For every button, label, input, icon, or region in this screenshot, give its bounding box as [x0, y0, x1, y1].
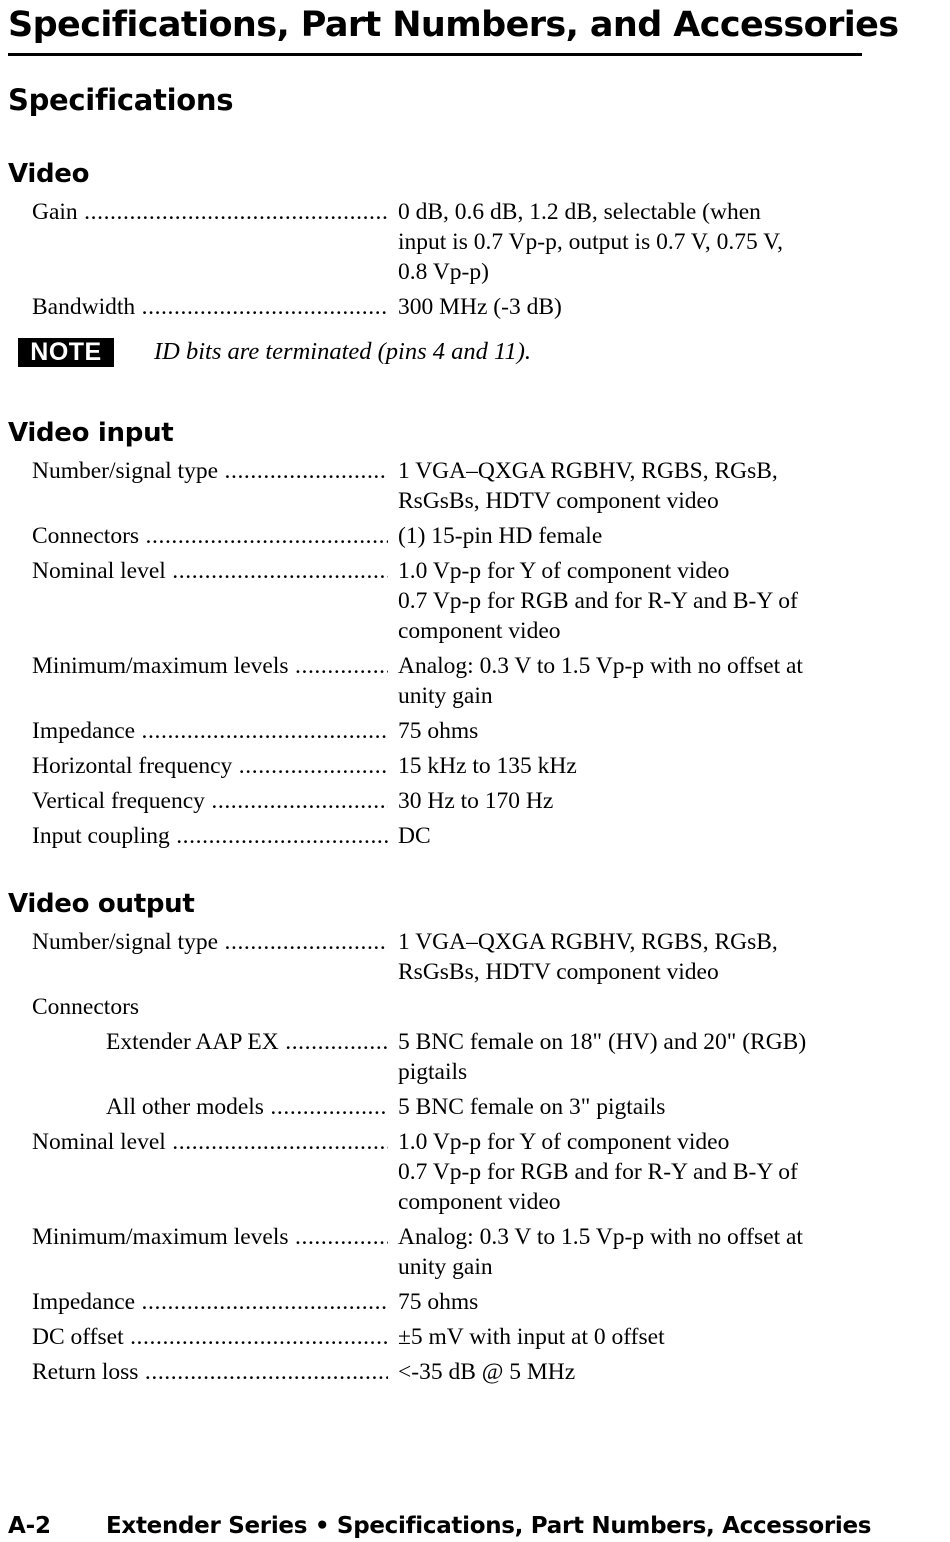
spec-label: All other models .....: [106, 1092, 388, 1122]
section-title: Specifications: [8, 83, 234, 117]
spec-label: Connectors: [32, 994, 140, 1020]
spec-value: [398, 716, 853, 746]
footer-page-number: A-2: [8, 1513, 51, 1539]
note-block: [18, 337, 531, 367]
spec-row-return-loss: [0, 1357, 950, 1387]
spec-value-line: 30 Hz to 170 Hz: [398, 788, 554, 814]
video-spec-list: [0, 197, 950, 322]
spec-row-number-signal-type: [0, 927, 950, 987]
spec-value-line: 0 dB, 0.6 dB, 1.2 dB, selectable (when: [398, 199, 761, 225]
spec-value-line: 15 kHz to 135 kHz: [398, 753, 577, 779]
spec-row-min-max-levels: [0, 1222, 950, 1282]
spec-value-line: 1 VGA–QXGA RGBHV, RGBS, RGsB,: [398, 458, 778, 484]
spec-value-line: unity gain: [398, 1254, 493, 1280]
spec-label: Input coupling .....: [32, 821, 388, 851]
spec-value-line: 5 BNC female on 18" (HV) and 20" (RGB): [398, 1029, 807, 1055]
spec-label: Number/signal type .....: [32, 456, 388, 486]
footer-text: Extender Series • Specifications, Part Numbers, Accessories: [106, 1513, 872, 1539]
spec-value-line: 0.8 Vp-p): [398, 259, 489, 285]
title-rule: [8, 53, 862, 56]
spec-label: Connectors .....: [32, 521, 388, 551]
spec-row-nominal-level: [0, 556, 950, 646]
note-badge: NOTE: [18, 338, 114, 367]
spec-label: Vertical frequency .....: [32, 786, 388, 816]
spec-label: Nominal level .....: [32, 556, 388, 586]
spec-value-line: RsGsBs, HDTV component video: [398, 488, 719, 514]
spec-value: [398, 1287, 853, 1317]
video-input-spec-list: [0, 456, 950, 851]
spec-value: [398, 927, 853, 987]
video-input-heading: Video input: [8, 418, 174, 448]
spec-value: [398, 751, 853, 781]
spec-row-vertical-frequency: [0, 786, 950, 816]
spec-label: Horizontal frequency .....: [32, 751, 388, 781]
spec-value-line: 1.0 Vp-p for Y of component video: [398, 558, 730, 584]
spec-value: [398, 1357, 853, 1387]
spec-row-min-max-levels: [0, 651, 950, 711]
spec-value-line: 75 ohms: [398, 718, 479, 744]
spec-label: Number/signal type .....: [32, 927, 388, 957]
spec-value: [398, 521, 853, 551]
spec-value: [398, 1322, 853, 1352]
spec-value: [398, 456, 853, 516]
video-output-spec-list: [0, 927, 950, 1387]
spec-label: Impedance .....: [32, 716, 388, 746]
spec-value: [398, 821, 853, 851]
spec-value: [398, 651, 853, 711]
spec-row-connectors: [0, 521, 950, 551]
spec-row-gain: [0, 197, 950, 287]
spec-value-line: (1) 15-pin HD female: [398, 523, 603, 549]
spec-row-input-coupling: [0, 821, 950, 851]
spec-value-line: 75 ohms: [398, 1289, 479, 1315]
spec-value-line: 1.0 Vp-p for Y of component video: [398, 1129, 730, 1155]
spec-row-impedance: [0, 716, 950, 746]
spec-value-line: 5 BNC female on 3" pigtails: [398, 1094, 666, 1120]
spec-value-line: Analog: 0.3 V to 1.5 Vp-p with no offset at: [398, 653, 803, 679]
spec-value: [398, 1027, 853, 1087]
spec-row-horizontal-frequency: [0, 751, 950, 781]
note-text: ID bits are terminated (pins 4 and 11).: [154, 338, 531, 365]
video-heading: Video: [8, 159, 90, 189]
spec-label: Nominal level .....: [32, 1127, 388, 1157]
spec-row-number-signal-type: [0, 456, 950, 516]
spec-value: [398, 1092, 853, 1122]
spec-row-all-other-models: [0, 1092, 950, 1122]
spec-value-line: input is 0.7 Vp-p, output is 0.7 V, 0.75 V,: [398, 229, 783, 255]
spec-value-line: ±5 mV with input at 0 offset: [398, 1324, 665, 1350]
spec-value-line: 1 VGA–QXGA RGBHV, RGBS, RGsB,: [398, 929, 778, 955]
spec-value: [398, 556, 853, 646]
page-footer: [8, 1510, 871, 1542]
spec-label: Bandwidth .....: [32, 292, 388, 322]
spec-label: DC offset .....: [32, 1322, 388, 1352]
spec-row-bandwidth: [0, 292, 950, 322]
spec-value-line: component video: [398, 618, 561, 644]
spec-label: Minimum/maximum levels .....: [32, 1222, 388, 1252]
spec-value: [398, 1222, 853, 1282]
spec-value-line: 0.7 Vp-p for RGB and for R-Y and B-Y of: [398, 1159, 798, 1185]
spec-label: Impedance .....: [32, 1287, 388, 1317]
spec-row-nominal-level: [0, 1127, 950, 1217]
page-title: Specifications, Part Numbers, and Accessories: [8, 5, 899, 45]
spec-value-line: DC: [398, 823, 431, 849]
spec-label: Minimum/maximum levels .....: [32, 651, 388, 681]
spec-value-line: Analog: 0.3 V to 1.5 Vp-p with no offset at: [398, 1224, 803, 1250]
spec-row-dc-offset: [0, 1322, 950, 1352]
spec-value-line: 0.7 Vp-p for RGB and for R-Y and B-Y of: [398, 588, 798, 614]
spec-value: [398, 197, 853, 287]
spec-value-line: component video: [398, 1189, 561, 1215]
spec-label: Return loss .....: [32, 1357, 388, 1387]
spec-label: Extender AAP EX .....: [106, 1027, 388, 1057]
spec-value: [398, 786, 853, 816]
spec-value: [398, 292, 853, 322]
spec-row-extender-aap-ex: [0, 1027, 950, 1087]
spec-row-connectors: [0, 992, 950, 1022]
spec-label: Gain .....: [32, 197, 388, 227]
spec-row-impedance: [0, 1287, 950, 1317]
video-output-heading: Video output: [8, 889, 195, 919]
spec-value-line: 300 MHz (-3 dB): [398, 294, 562, 320]
spec-value-line: <-35 dB @ 5 MHz: [398, 1359, 576, 1385]
spec-value-line: RsGsBs, HDTV component video: [398, 959, 719, 985]
spec-value-line: pigtails: [398, 1059, 468, 1085]
spec-value-line: unity gain: [398, 683, 493, 709]
spec-value: [398, 1127, 853, 1217]
